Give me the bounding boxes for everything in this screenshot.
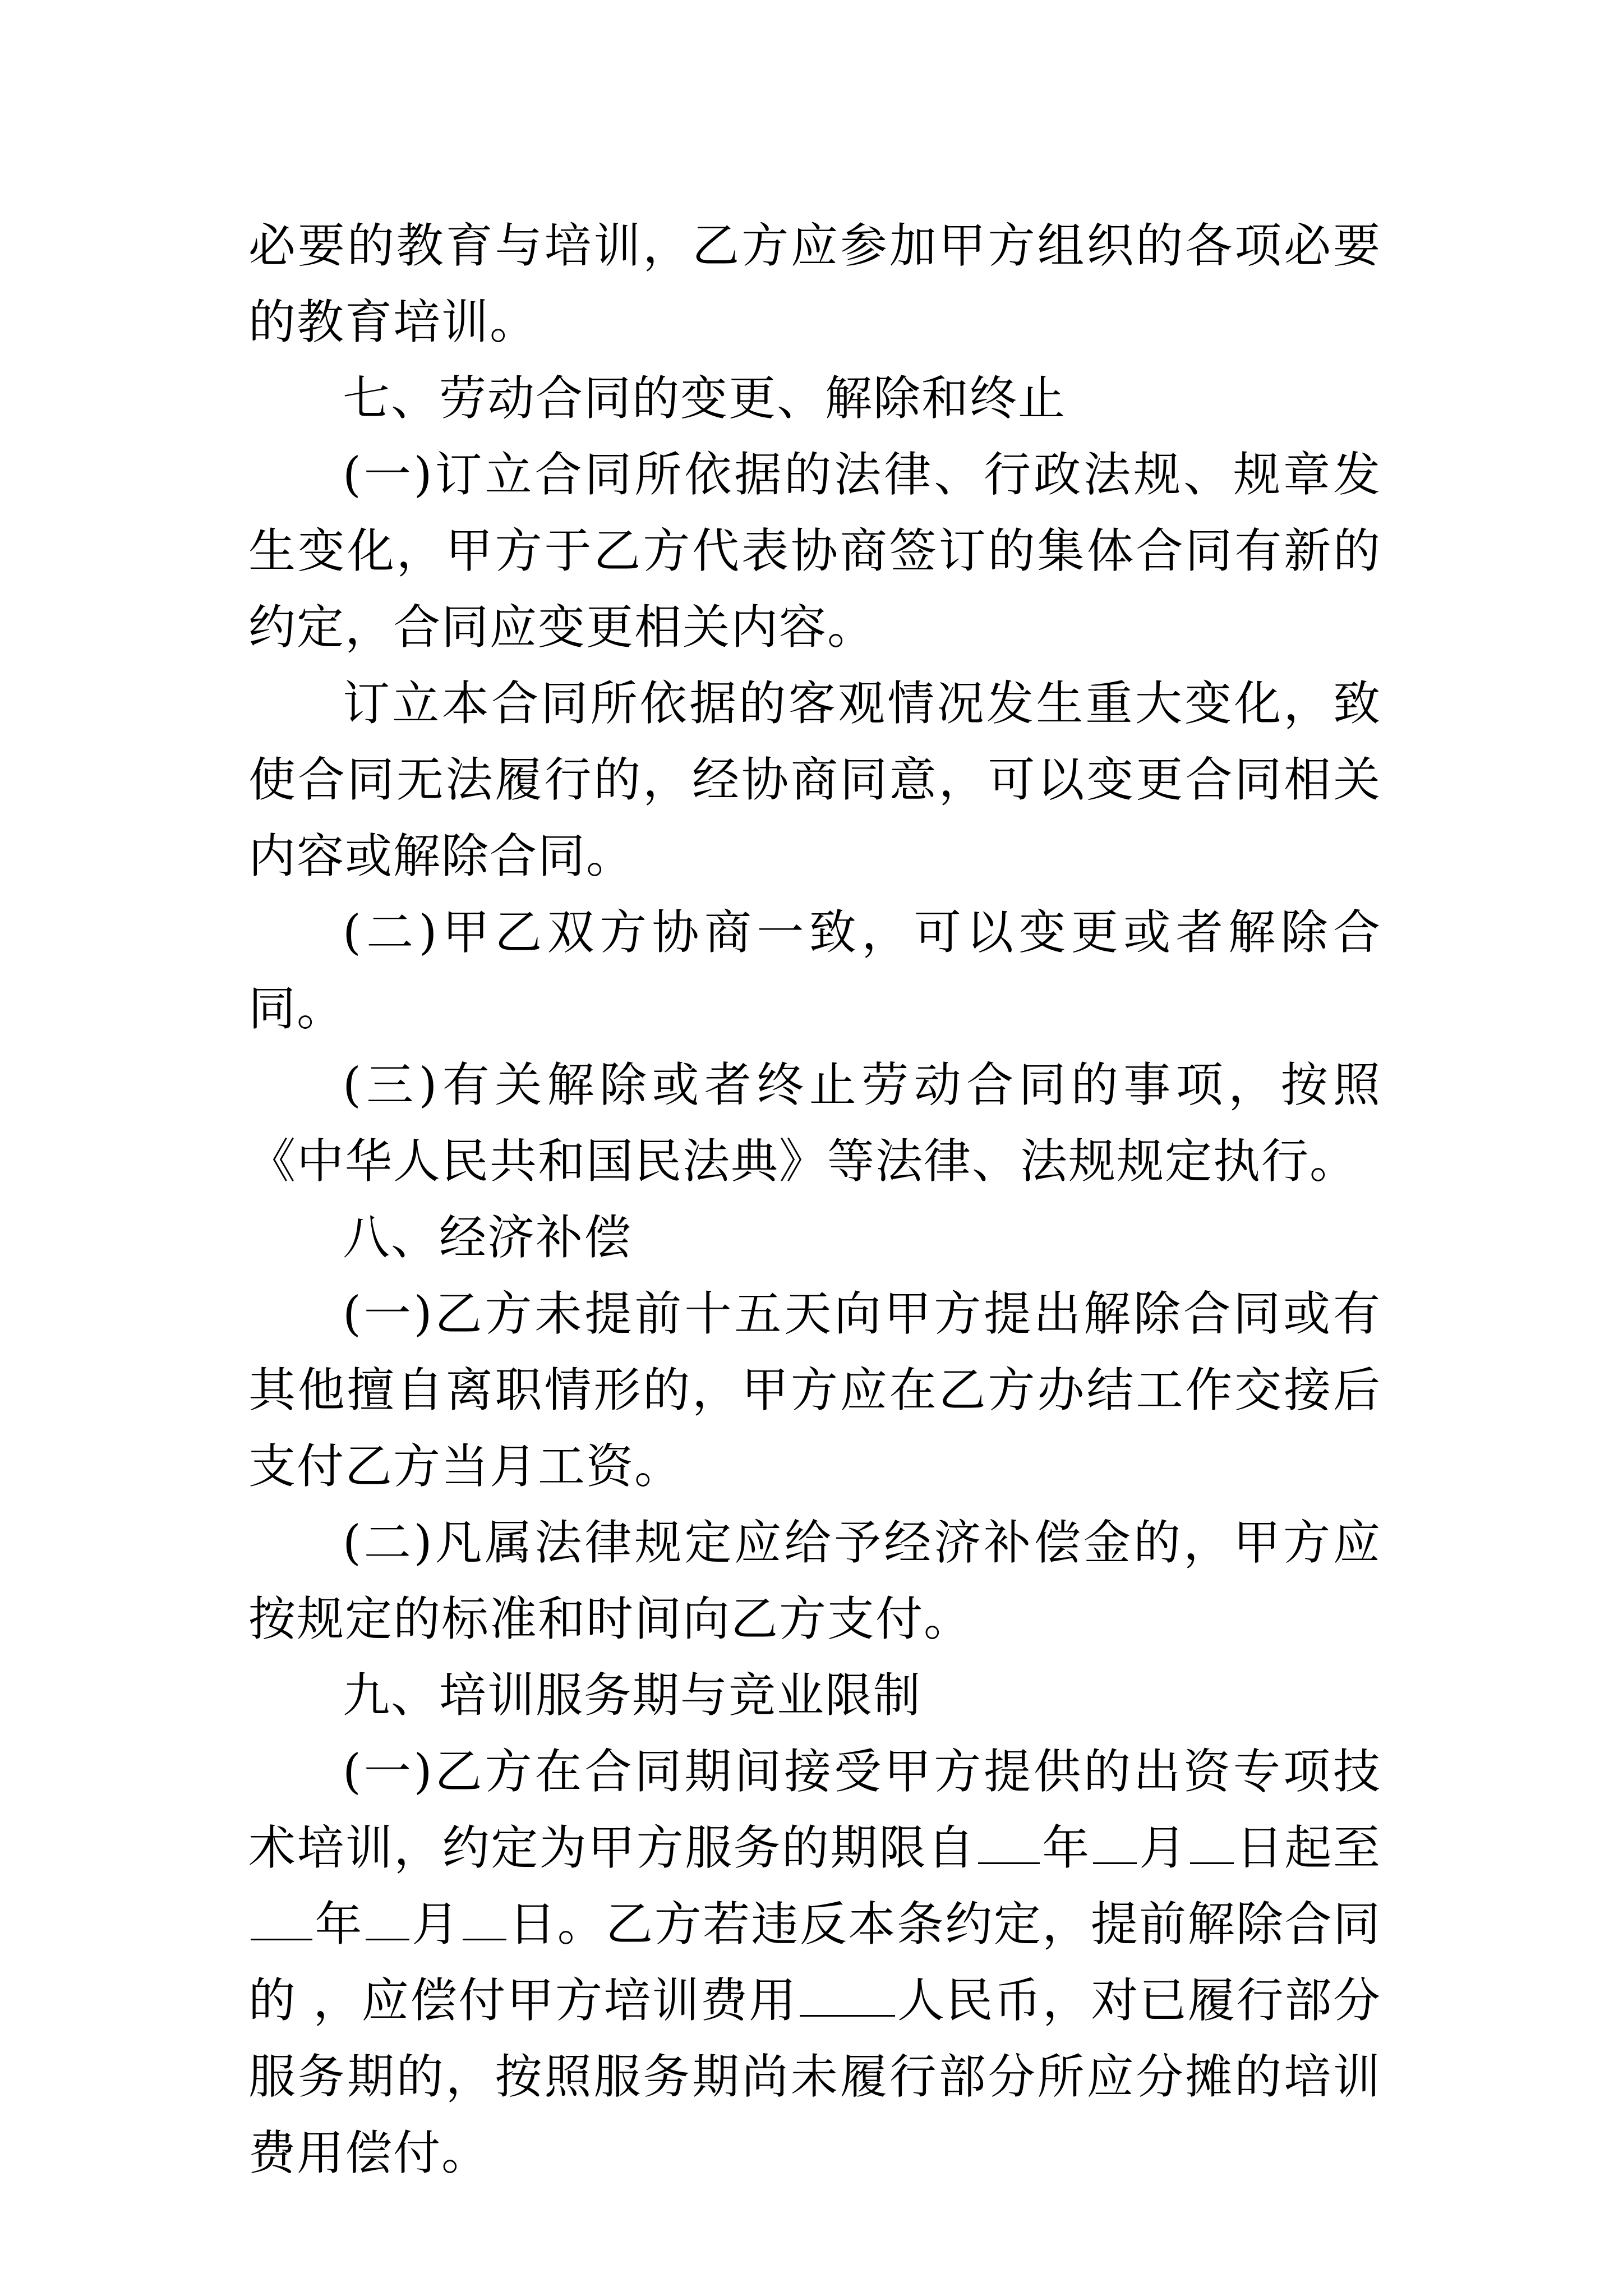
end-year-label: 年 bbox=[315, 1897, 363, 1952]
heading-training-service: 九、培训服务期与竞业限制 bbox=[343, 1668, 922, 1723]
paragraph-change-2: (二)甲乙双方协商一致，可以变更或者解除合同。 bbox=[248, 905, 1381, 1036]
end-month-label: 月 bbox=[411, 1897, 460, 1952]
end-day-blank[interactable] bbox=[463, 1899, 506, 1940]
paragraph-change-objective: 订立本合同所依据的客观情况发生重大变化，致使合同无法履行的，经协商同意，可以变更合同相关内容或解除合同。 bbox=[248, 676, 1381, 884]
paragraph-compensation-2: (二)凡属法律规定应给予经济补偿金的，甲方应按规定的标准和时间向乙方支付。 bbox=[248, 1515, 1381, 1646]
paragraph-training-service-1 bbox=[248, 1733, 1381, 2191]
start-year-label: 年 bbox=[1041, 1820, 1091, 1875]
paragraph-training-continued: 必要的教育与培训，乙方应参加甲方组织的各项必要的教育培训。 bbox=[248, 218, 1381, 349]
start-day-blank[interactable] bbox=[1190, 1823, 1234, 1864]
training-fee-blank[interactable] bbox=[800, 1976, 895, 2017]
end-year-blank[interactable] bbox=[251, 1899, 312, 1940]
paragraph-change-3: (三)有关解除或者终止劳动合同的事项，按照《中华人民共和国民法典》等法律、法规规定执行。 bbox=[248, 1057, 1381, 1189]
start-month-label: 月 bbox=[1138, 1820, 1188, 1875]
training-clause-text-1: (一)乙方在合同期间接受甲方提供的出资专项技术培训，约定为甲方服务的期限自 bbox=[248, 1744, 1381, 1875]
start-day-label: 日起至 bbox=[1235, 1820, 1381, 1875]
start-month-blank[interactable] bbox=[1093, 1823, 1137, 1864]
paragraph-compensation-1: (一)乙方未提前十五天向甲方提出解除合同或有其他擅自离职情形的，甲方应在乙方办结工作交接后支付乙方当月工资。 bbox=[248, 1286, 1381, 1494]
heading-compensation: 八、经济补偿 bbox=[343, 1210, 633, 1265]
heading-contract-change: 七、劳动合同的变更、解除和终止 bbox=[343, 371, 1067, 426]
document-body bbox=[248, 208, 1381, 2191]
paragraph-change-1: (一)订立合同所依据的法律、行政法规、规章发生变化，甲方于乙方代表协商签订的集体合同有新的约定，合同应变更相关内容。 bbox=[248, 447, 1381, 655]
training-clause-text-3: 人民币，对已履行部分服务期的，按照服务期尚未履行部分所应分摊的培训费用偿付。 bbox=[248, 1973, 1381, 2180]
training-clause-text-2: 日。乙方若违反本条约定，提前解除合同的 ，应偿付甲方培训费用 bbox=[248, 1897, 1381, 2028]
end-month-blank[interactable] bbox=[366, 1899, 409, 1940]
start-year-blank[interactable] bbox=[978, 1823, 1040, 1864]
